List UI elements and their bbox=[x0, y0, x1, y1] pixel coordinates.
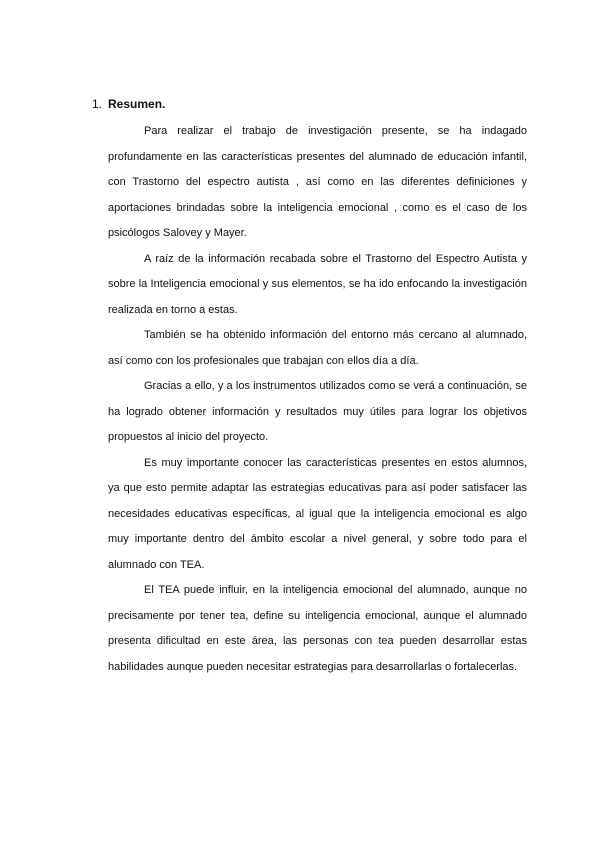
section-heading bbox=[92, 96, 165, 112]
paragraph-4: Gracias a ello, y a los instrumentos utilizados como se verá a continuación, se ha logrado obtener información y resultados muy útiles para lograr los objetivos propuestos al inicio del proyecto. bbox=[108, 380, 527, 443]
section-title: Resumen. bbox=[108, 97, 166, 111]
paragraph-2: A raíz de la información recabada sobre el Trastorno del Espectro Autista y sobre la Inteligencia emocional y sus elementos, se ha ido enfocando la investigación realizada en torno a estas. bbox=[108, 252, 527, 316]
paragraph-5: Es muy importante conocer las características presentes en estos alumnos, ya que esto permite adaptar las estrategias educativas para así poder satisfacer las necesidades educativas específicas, al igual que la inteligencia emocional es algo muy importante dentro del ámbito escolar a nivel general, y sobre todo para el alumnado con TEA. bbox=[108, 456, 527, 571]
abstract-body bbox=[108, 119, 527, 680]
paragraph-6: El TEA puede influir, en la inteligencia emocional del alumnado, aunque no precisamente por tener tea, define su inteligencia emocional, aunque el alumnado presenta dificultad en este área, las personas con tea pueden desarrollar estas habilidades aunque pueden necesitar estrategias para desarrollarlas o fortalecerlas. bbox=[108, 584, 527, 673]
section-number: 1. bbox=[92, 97, 103, 111]
paragraph-3: También se ha obtenido información del entorno más cercano al alumnado, así como con los profesionales que trabajan con ellos día a día. bbox=[108, 329, 527, 367]
paragraph-1: Para realizar el trabajo de investigación presente, se ha indagado profundamente en las características presentes del alumnado de educación infantil, con Trastorno del espectro autista , así como en las diferentes definiciones y aportaciones brindadas sobre la inteligencia emocional , como es el caso de los psicólogos Salovey y Mayer. bbox=[108, 125, 527, 239]
